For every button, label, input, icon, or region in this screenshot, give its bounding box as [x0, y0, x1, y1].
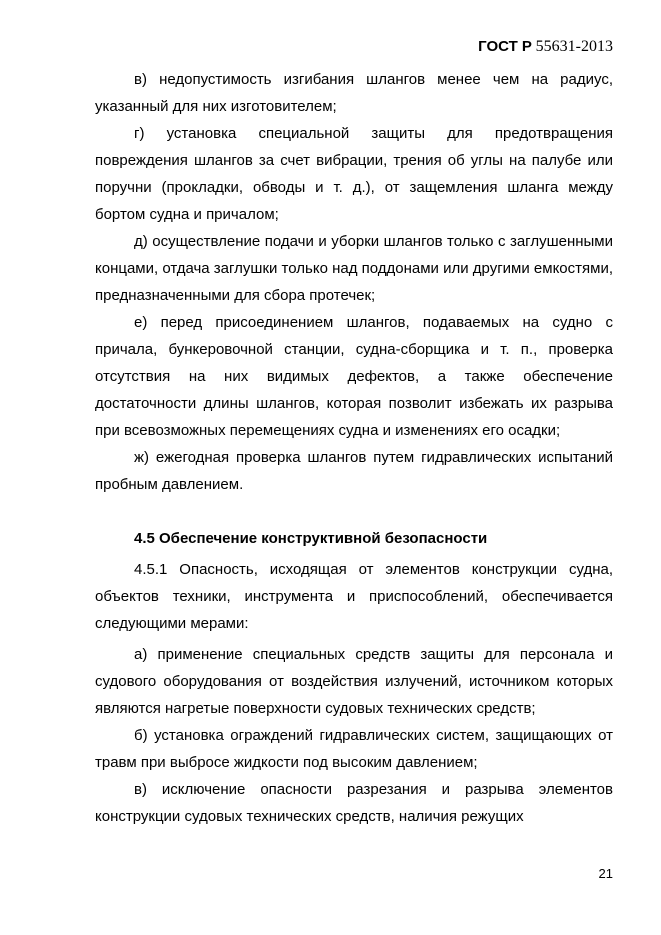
paragraph-e: е) перед присоединением шлангов, подаваемых на судно с причала, бункеровочной станции, судна-сборщика и т. п., проверка отсутствия на них видимых дефектов, а также обеспечение достаточности длины шлангов, которая позволит избежать их разрыва при всевозможных перемещениях судна и изменениях его осадки;	[95, 314, 613, 439]
standard-prefix: ГОСТ Р	[478, 38, 532, 55]
section-heading: 4.5 Обеспечение конструктивной безопасности	[134, 530, 488, 547]
paragraph-4-5-1: 4.5.1 Опасность, исходящая от элементов конструкции судна, объектов техники, инструмента и приспособлений, обеспечивается следующими мерами:	[95, 561, 613, 632]
paragraph-g: г) установка специальной защиты для предотвращения повреждения шлангов за счет вибрации, трения об углы на палубе или поручни (прокладки, обводы и т. д.), от защемления шланга между бортом судна и причалом;	[95, 125, 613, 223]
paragraph-d: д) осуществление подачи и уборки шлангов только с заглушенными концами, отдача заглушки только над поддонами или другими емкостями, предназначенными для сбора протечек;	[95, 233, 613, 304]
standard-header	[478, 38, 613, 56]
paragraph-v2: в) исключение опасности разрезания и разрыва элементов конструкции судовых технических средств, наличия режущих	[95, 781, 613, 825]
paragraph-b: б) установка ограждений гидравлических систем, защищающих от травм при выбросе жидкости под высоким давлением;	[95, 727, 613, 771]
paragraph-zh: ж) ежегодная проверка шлангов путем гидравлических испытаний пробным давлением.	[95, 449, 613, 493]
page-number: 21	[598, 866, 613, 881]
paragraph-a: а) применение специальных средств защиты для персонала и судового оборудования от воздействия излучений, источником которых являются нагретые поверхности судовых технических средств;	[95, 646, 613, 717]
paragraph-v: в) недопустимость изгибания шлангов менее чем на радиус, указанный для них изготовителем;	[95, 71, 613, 115]
standard-number: 55631-2013	[535, 38, 613, 55]
body-text	[95, 66, 613, 830]
